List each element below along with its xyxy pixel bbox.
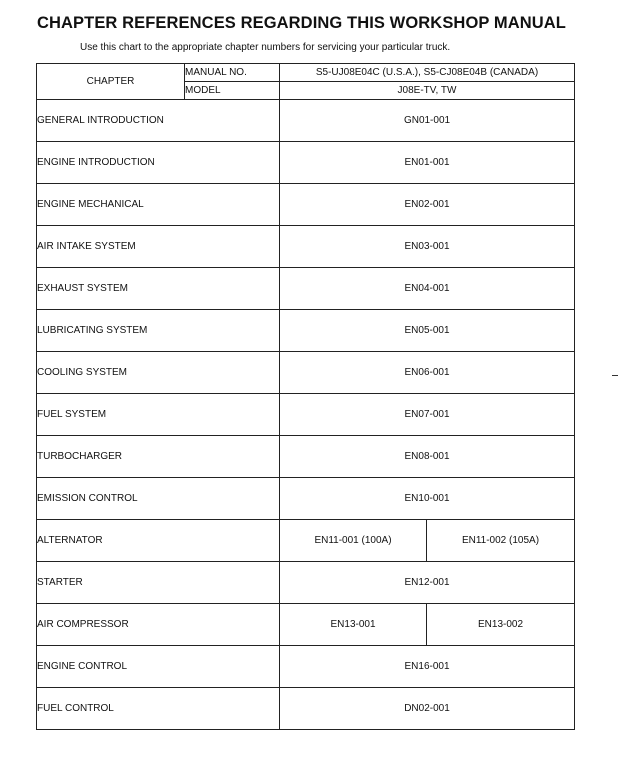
chapter-name: ENGINE INTRODUCTION (37, 142, 280, 184)
chapter-code: EN07-001 (280, 394, 575, 436)
chapter-code: EN12-001 (280, 562, 575, 604)
header-row-manual-no (37, 64, 575, 82)
page-subtitle: Use this chart to the appropriate chapter numbers for servicing your particular truck. (80, 42, 451, 53)
chapter-name: EMISSION CONTROL (37, 478, 280, 520)
table-row (37, 394, 575, 436)
table-row (37, 142, 575, 184)
chapter-code: EN13-002 (427, 604, 575, 646)
chapter-code: EN16-001 (280, 646, 575, 688)
chapter-name: ENGINE MECHANICAL (37, 184, 280, 226)
chapter-name: LUBRICATING SYSTEM (37, 310, 280, 352)
chapter-code: EN10-001 (280, 478, 575, 520)
chapter-code: EN11-002 (105A) (427, 520, 575, 562)
chapter-name: EXHAUST SYSTEM (37, 268, 280, 310)
manual-no-value: S5-UJ08E04C (U.S.A.), S5-CJ08E04B (CANADA) (280, 64, 575, 82)
edge-mark (612, 375, 618, 376)
manual-no-label: MANUAL NO. (185, 64, 280, 82)
model-label: MODEL (185, 82, 280, 100)
chapter-code: EN01-001 (280, 142, 575, 184)
table-row (37, 688, 575, 730)
table-row (37, 520, 575, 562)
model-value: J08E-TV, TW (280, 82, 575, 100)
table-row (37, 436, 575, 478)
chapter-code: EN05-001 (280, 310, 575, 352)
chapter-code: EN13-001 (280, 604, 427, 646)
chapter-reference-table (36, 63, 575, 730)
chapter-code: EN08-001 (280, 436, 575, 478)
chapter-code: EN02-001 (280, 184, 575, 226)
chapter-name: TURBOCHARGER (37, 436, 280, 478)
chapter-code: GN01-001 (280, 100, 575, 142)
chapter-name: AIR COMPRESSOR (37, 604, 280, 646)
chapter-name: ENGINE CONTROL (37, 646, 280, 688)
chapter-column-header: CHAPTER (37, 64, 185, 100)
chapter-name: ALTERNATOR (37, 520, 280, 562)
table-row (37, 478, 575, 520)
table-row (37, 352, 575, 394)
table-row (37, 268, 575, 310)
page-title: CHAPTER REFERENCES REGARDING THIS WORKSHOP MANUAL (37, 14, 566, 32)
chapter-code: EN04-001 (280, 268, 575, 310)
chapter-name: AIR INTAKE SYSTEM (37, 226, 280, 268)
chapter-code: EN11-001 (100A) (280, 520, 427, 562)
table-row (37, 646, 575, 688)
table-row (37, 226, 575, 268)
chapter-reference-table-body (37, 64, 575, 730)
chapter-name: GENERAL INTRODUCTION (37, 100, 280, 142)
table-row (37, 100, 575, 142)
table-row (37, 562, 575, 604)
chapter-name: STARTER (37, 562, 280, 604)
chapter-name: FUEL SYSTEM (37, 394, 280, 436)
table-row (37, 604, 575, 646)
chapter-code: DN02-001 (280, 688, 575, 730)
table-row (37, 184, 575, 226)
chapter-name: FUEL CONTROL (37, 688, 280, 730)
chapter-code: EN06-001 (280, 352, 575, 394)
chapter-code: EN03-001 (280, 226, 575, 268)
table-row (37, 310, 575, 352)
chapter-name: COOLING SYSTEM (37, 352, 280, 394)
